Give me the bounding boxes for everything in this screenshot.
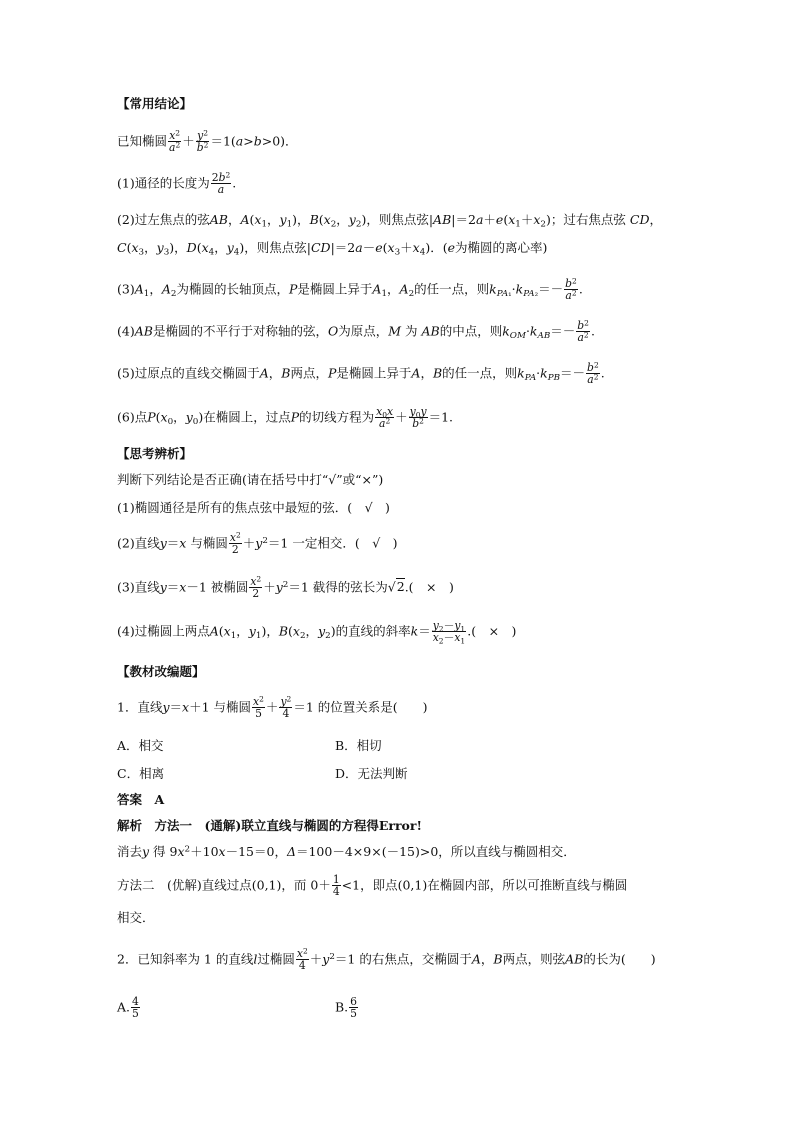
conclusion-1: (1)通径的长度为 $\frac{2b^2}{a}$ . bbox=[117, 170, 237, 197]
q1-solution-method2: 方法二 (优解)直线过点(0,1)，而 0＋ $\frac{1}{4}$ <1，即点(0,1)在椭圆内部，所以可推断直线与椭圆 bbox=[117, 873, 628, 899]
section-textbook: 【教材改编题】 bbox=[117, 664, 205, 679]
q2-option-a: A. $\frac{4}{5}$ bbox=[117, 995, 139, 1021]
q1-option-b: B．相切 bbox=[335, 738, 382, 753]
q1-solution-method1: 解析 方法一 (通解)联立直线与椭圆的方程得Error! bbox=[117, 818, 422, 833]
conclusion-6: (6)点$P(x_0$，$y_0$)在椭圆上，过点P的切线方程为 $\frac{x_0x}{a^2}$ ＋ $\frac{y_0y}{b^2}$ ＝1. bbox=[117, 405, 454, 431]
q1-solution-eliminate: 消去y 得 $9x^2+10x-15=0$，Δ＝100－4×9×(－15)>0，所以直线与椭圆相交． bbox=[117, 844, 576, 859]
conclusion-2-line2: $C(x_3$，$y_3$)，$D(x_4$，$y_4$)，则焦点弦$|CD|=2a-e(x_3+x_4)$．(e为椭圆的离心率) bbox=[117, 240, 548, 258]
q1-answer: 答案 A bbox=[117, 792, 165, 807]
judge-1: (1)椭圆通径是所有的焦点弦中最短的弦．( √ ) bbox=[117, 500, 390, 515]
question-2-stem: 2．已知斜率为 1 的直线l过椭圆 $\frac{x^2}{4}$ $+y^2=1$ 的右焦点，交椭圆于A，B两点，则弦AB的长为( ) bbox=[117, 946, 656, 973]
judge-3: (3)直线y＝x－1 被椭圆 $\frac{x^2}{2}$ $+y^2=1$ 截得的弦长为√2.( × ) bbox=[117, 574, 454, 601]
judge-instruction: 判断下列结论是否正确(请在括号中打“√”或“×”) bbox=[117, 472, 384, 487]
q1-option-c: C．相离 bbox=[117, 766, 165, 781]
section-think: 【思考辨析】 bbox=[117, 446, 193, 461]
q1-option-a: A．相交 bbox=[117, 738, 164, 753]
conclusion-5: (5)过原点的直线交椭圆于A，B两点，P是椭圆上异于A，B的任一点，则$k_{PA}\cdot k_{PB}=-$ $\frac{b^2}{a^2}$ . bbox=[117, 360, 605, 387]
ellipse-definition: 已知椭圆 $\frac{x^2}{a^2}$ ＋ $\frac{y^2}{b^2}$ ＝1(a>b>0)． bbox=[117, 128, 298, 155]
q1-solution-conclusion: 相交． bbox=[117, 910, 155, 925]
q1-option-d: D．无法判断 bbox=[335, 766, 408, 781]
question-1-stem: 1．直线y＝x＋1 与椭圆 $\frac{x^2}{5}$ ＋ $\frac{y^2}{4}$ ＝1 的位置关系是( ) bbox=[117, 694, 428, 721]
section-common-conclusions: 【常用结论】 bbox=[117, 96, 193, 111]
conclusion-4: (4)AB是椭圆的不平行于对称轴的弦，O为原点，M 为 AB的中点，则$k_{OM}\cdot k_{AB}=-$ $\frac{b^2}{a^2}$ . bbox=[117, 318, 595, 345]
judge-4: (4)过椭圆上两点$A(x_1$，$y_1$)，$B(x_2$，$y_2$)的直线的斜率k＝ $\frac{y_2-y_1}{x_2-x_1}$ .( × ) bbox=[117, 619, 517, 646]
conclusion-2-line1: (2)过左焦点的弦AB，$A(x_1$，$y_1$)，$B(x_2$，$y_2$)，则焦点弦$|AB|=2a+e(x_1+x_2)$；过右焦点弦 CD， bbox=[117, 212, 662, 230]
q2-option-b: B. $\frac{6}{5}$ bbox=[335, 995, 358, 1021]
judge-2: (2)直线y＝x 与椭圆 $\frac{x^2}{2}$ $+y^2=1$ 一定相交．( √ ) bbox=[117, 530, 398, 557]
conclusion-3: $(3)A_1$，$A_2$为椭圆的长轴顶点，P是椭圆上异于$A_1$，$A_2$的任一点，则$k_{PA_1}\cdot k_{PA_2}=-$ $\frac{b^2}{a^2}$ . bbox=[117, 276, 583, 303]
